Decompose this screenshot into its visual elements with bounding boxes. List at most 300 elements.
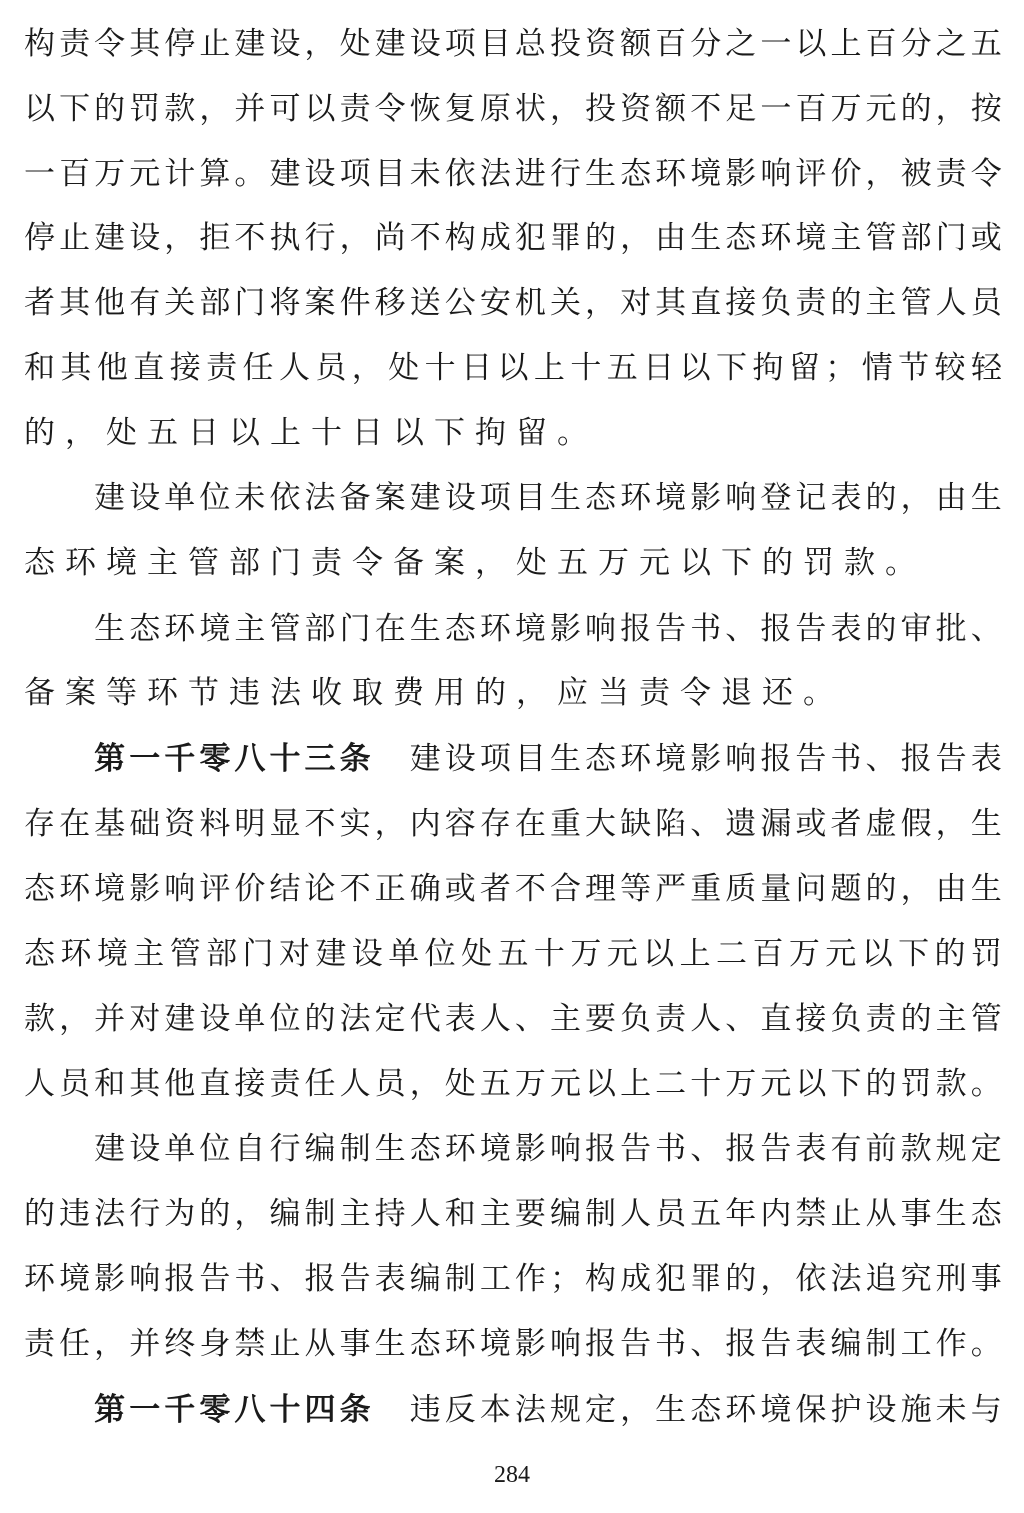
text-char: 主	[147, 545, 188, 581]
text-char: 备	[24, 675, 65, 711]
text-char: 合	[549, 871, 581, 907]
text-char: 关	[164, 285, 196, 321]
text-char: 表	[830, 480, 862, 516]
text-char: 日	[643, 350, 675, 386]
text-char: 处	[106, 415, 147, 451]
text-char: 收	[311, 675, 352, 711]
text-char: 报	[164, 1261, 196, 1297]
text-char: 书	[234, 1261, 266, 1297]
text-char: 法	[94, 1196, 126, 1232]
text-char: 者	[24, 285, 55, 321]
text-char: 令	[374, 91, 406, 127]
text-char: 人	[935, 285, 967, 321]
article-number-char: 第	[94, 741, 126, 777]
text-char: 成	[479, 220, 511, 256]
text-line	[24, 407, 1002, 459]
text-char: 反	[444, 1392, 476, 1428]
article-number-char: 条	[339, 741, 371, 777]
text-char: 不	[409, 220, 441, 256]
text-char: 下	[716, 350, 748, 386]
text-char: 进	[514, 156, 546, 192]
article-number-char: 八	[234, 1392, 266, 1428]
text-char: 案	[374, 480, 406, 516]
text-char: 管	[269, 611, 301, 647]
text-char: 责	[795, 285, 827, 321]
text-char: 保	[795, 1392, 827, 1428]
text-char: 以	[24, 91, 55, 127]
text-char: 令	[94, 26, 126, 62]
text-char: 的	[865, 871, 897, 907]
text-char: 负	[620, 1001, 652, 1037]
text-char: 确	[409, 871, 441, 907]
text-char: 表	[795, 1131, 827, 1167]
text-char: 生	[409, 611, 441, 647]
text-char: 责	[311, 545, 352, 581]
text-char: 内	[760, 1196, 792, 1232]
text-char: 报	[725, 1326, 757, 1362]
text-char: 境	[760, 1392, 792, 1428]
text-char: ，	[585, 285, 616, 321]
text-char: 容	[444, 806, 476, 842]
text-char: 设	[865, 1392, 897, 1428]
text-char: 要	[585, 1001, 616, 1037]
text-char: 之	[935, 26, 967, 62]
text-char: 境	[655, 741, 687, 777]
text-char: ，	[475, 545, 516, 581]
text-char: 位	[199, 480, 231, 516]
text-char: 结	[269, 871, 301, 907]
text-char: 大	[585, 806, 616, 842]
text-char: 环	[444, 1326, 476, 1362]
text-char: 代	[409, 1001, 441, 1037]
text-line	[24, 1318, 1002, 1370]
article-number-char: 十	[269, 741, 301, 777]
text-char: 留	[516, 415, 557, 451]
text-char: 人	[620, 1196, 652, 1232]
text-char: 以	[643, 936, 675, 972]
text-char: 五	[557, 545, 598, 581]
text-char: 以	[229, 415, 270, 451]
text-char: 成	[620, 1261, 652, 1297]
text-char: 制	[865, 1326, 897, 1362]
text-char: 依	[269, 480, 301, 516]
text-char: 日	[461, 350, 493, 386]
text-char: 环	[760, 220, 792, 256]
text-char: 主	[479, 1196, 511, 1232]
text-char: 接	[234, 1066, 266, 1102]
text-char: 表	[444, 1001, 476, 1037]
text-char: 响	[585, 611, 616, 647]
text-char: ，	[760, 1261, 792, 1297]
text-char: 态	[129, 611, 161, 647]
text-char: 境	[514, 611, 546, 647]
text-char: 目	[374, 156, 406, 192]
text-char: 以	[680, 545, 721, 581]
text-char: 态	[24, 936, 55, 972]
text-char: 退	[721, 675, 762, 711]
text-char: 案	[65, 675, 106, 711]
text-char: 罚	[803, 545, 844, 581]
text-char: 下	[830, 1066, 862, 1102]
text-char: ，	[339, 220, 371, 256]
text-char: 境	[479, 1131, 511, 1167]
text-char: 量	[760, 871, 792, 907]
text-char: 与	[970, 1392, 1002, 1428]
text-char: 接	[725, 285, 757, 321]
text-char: 建	[234, 26, 266, 62]
text-char: ，	[516, 675, 557, 711]
text-char: 由	[935, 480, 967, 516]
text-char: 法	[304, 480, 336, 516]
text-char: 构	[444, 220, 476, 256]
text-line	[24, 667, 1002, 719]
text-char: 的	[830, 285, 862, 321]
text-char: 目	[514, 480, 546, 516]
text-char: 令	[352, 545, 393, 581]
text-char: 环	[725, 1392, 757, 1428]
text-char: 违	[229, 675, 270, 711]
text-char: 下	[721, 545, 762, 581]
text-char: 响	[725, 480, 757, 516]
text-char: 他	[96, 350, 128, 386]
text-line	[24, 798, 1002, 850]
article-heading-line	[24, 733, 1002, 785]
text-char: 质	[725, 871, 757, 907]
text-char: ，	[65, 415, 106, 451]
text-char: 额	[655, 91, 687, 127]
text-char: 责	[865, 1001, 897, 1037]
text-char: 。	[557, 415, 598, 451]
text-char: 员	[970, 285, 1002, 321]
text-char: 影	[514, 1131, 546, 1167]
text-char: 件	[339, 285, 371, 321]
text-char: 处	[388, 350, 420, 386]
text-char: 万	[830, 91, 862, 127]
text-char: 理	[585, 871, 616, 907]
text-char: 刑	[935, 1261, 967, 1297]
text-char: 元	[865, 91, 897, 127]
text-char: 节	[188, 675, 229, 711]
text-char: 百	[795, 91, 827, 127]
article-number-char: 第	[94, 1392, 126, 1428]
text-char: ，	[374, 806, 406, 842]
text-char: 者	[830, 806, 862, 842]
text-char: 对	[278, 936, 310, 972]
text-char: 批	[935, 611, 967, 647]
text-char: ；	[825, 350, 857, 386]
text-char: 止	[830, 1196, 862, 1232]
text-char: 行	[129, 1196, 161, 1232]
text-char: 未	[935, 1392, 967, 1428]
text-char	[59, 733, 90, 785]
text-char: 资	[620, 91, 652, 127]
text-char: 作	[935, 1326, 967, 1362]
text-char: 建	[164, 1001, 196, 1037]
text-char: 负	[760, 285, 792, 321]
text-char: 额	[620, 26, 652, 62]
text-char: 依	[444, 156, 476, 192]
text-char: 表	[830, 611, 862, 647]
text-char: 制	[339, 1131, 371, 1167]
text-char: 评	[795, 156, 827, 192]
text-char: ，	[234, 1196, 266, 1232]
text-char: 从	[865, 1196, 897, 1232]
text-char: 响	[164, 871, 196, 907]
text-char: 还	[762, 675, 803, 711]
text-char: 报	[585, 1131, 616, 1167]
text-char: 节	[898, 350, 930, 386]
text-char: 按	[970, 91, 1002, 127]
text-char: 态	[620, 156, 652, 192]
text-char: 。	[970, 1326, 1002, 1362]
text-char: 书	[655, 1326, 687, 1362]
text-char: 设	[351, 936, 383, 972]
text-char: 建	[409, 741, 441, 777]
text-line	[24, 863, 1002, 915]
text-char: 生	[374, 1326, 406, 1362]
text-char: 建	[94, 480, 126, 516]
text-char: 门	[339, 611, 371, 647]
text-char: 情	[861, 350, 893, 386]
text-char: 设	[129, 220, 161, 256]
text-char: 境	[59, 1261, 91, 1297]
text-char: 其	[129, 26, 161, 62]
text-char: 以	[393, 415, 434, 451]
text-char: 规	[935, 1131, 967, 1167]
text-char: 当	[598, 675, 639, 711]
text-char: 万	[570, 936, 602, 972]
text-char: 五	[479, 1066, 511, 1102]
text-char: ，	[900, 480, 932, 516]
text-char: 等	[106, 675, 147, 711]
text-char: 设	[129, 1131, 161, 1167]
text-char: 题	[830, 871, 862, 907]
text-char: 责	[206, 350, 238, 386]
text-char: 止	[269, 1326, 301, 1362]
text-char: ，	[59, 1001, 91, 1037]
text-char: 员	[374, 1066, 406, 1102]
text-char: 者	[479, 871, 511, 907]
text-char: 负	[830, 1001, 862, 1037]
text-line	[24, 1123, 1002, 1175]
text-char: 设	[304, 156, 336, 192]
text-char: 响	[725, 741, 757, 777]
text-char: 管	[970, 1001, 1002, 1037]
text-char: 影	[514, 1326, 546, 1362]
text-char: 追	[865, 1261, 897, 1297]
text-char: 五	[497, 936, 529, 972]
text-char: 。	[803, 675, 844, 711]
text-char: 十	[311, 415, 352, 451]
text-char: 境	[690, 156, 722, 192]
text-char: 编	[830, 1326, 862, 1362]
text-char: 人	[339, 1066, 371, 1102]
text-char: 一	[760, 26, 792, 62]
text-char: ，	[620, 220, 652, 256]
text-char: 设	[269, 26, 301, 62]
text-char: 境	[479, 1326, 511, 1362]
text-char: 本	[479, 1392, 511, 1428]
text-char: 万	[94, 156, 126, 192]
text-char: 的	[475, 675, 516, 711]
text-char: 复	[444, 91, 476, 127]
text-char: 主	[549, 1001, 581, 1037]
text-char: 的	[585, 220, 616, 256]
text-char: 报	[760, 611, 792, 647]
text-char: 、	[690, 806, 722, 842]
text-char: 公	[444, 285, 476, 321]
text-char: 责	[935, 156, 967, 192]
text-char: 门	[270, 545, 311, 581]
text-char: 态	[970, 1196, 1002, 1232]
article-number-char: 十	[269, 1392, 301, 1428]
text-char: 等	[620, 871, 652, 907]
text-char: ，	[900, 871, 932, 907]
text-char: 人	[690, 1001, 722, 1037]
text-char: 价	[234, 871, 266, 907]
text-char: 影	[690, 741, 722, 777]
text-char: 资	[164, 806, 196, 842]
text-char: 告	[655, 611, 687, 647]
text-char: 元	[129, 156, 161, 192]
text-char: 假	[900, 806, 932, 842]
text-char: 的	[865, 1066, 897, 1102]
text-line	[24, 472, 1002, 524]
text-char: 态	[24, 871, 55, 907]
text-char: 报	[900, 741, 932, 777]
text-char: 部	[304, 611, 336, 647]
text-char: 评	[199, 871, 231, 907]
text-char: 陷	[655, 806, 687, 842]
text-char: 一	[24, 156, 55, 192]
text-char: 足	[725, 91, 757, 127]
text-char: 告	[760, 1131, 792, 1167]
text-char: 原	[479, 91, 511, 127]
text-char: 的	[199, 1196, 231, 1232]
text-char: 编	[269, 1196, 301, 1232]
article-number-char: 零	[199, 741, 231, 777]
text-char: 人	[24, 1066, 55, 1102]
text-char: 础	[129, 806, 161, 842]
text-char: 建	[315, 936, 347, 972]
text-char: 生	[970, 480, 1002, 516]
text-char: 生	[970, 806, 1002, 842]
text-char: 事	[970, 1261, 1002, 1297]
text-char: 。	[970, 1066, 1002, 1102]
text-char: 项	[479, 741, 511, 777]
text-char: 工	[479, 1261, 511, 1297]
text-char: 年	[725, 1196, 757, 1232]
text-char: 送	[409, 285, 441, 321]
text-char: 分	[900, 26, 932, 62]
text-char: 项	[339, 156, 371, 192]
text-char: 生	[655, 1392, 687, 1428]
text-char: 虚	[865, 806, 897, 842]
text-char: 五	[606, 350, 638, 386]
text-char: 员	[655, 1196, 687, 1232]
text-char: 犯	[655, 1261, 687, 1297]
text-char: 关	[549, 285, 581, 321]
text-char: 恢	[409, 91, 441, 127]
text-char: 未	[409, 156, 441, 192]
text-char: 设	[129, 480, 161, 516]
text-char: 未	[234, 480, 266, 516]
text-char: 、	[725, 611, 757, 647]
text-char: 停	[24, 220, 55, 256]
text-char: ，	[164, 220, 196, 256]
text-char: 缺	[620, 806, 652, 842]
text-char: 日	[188, 415, 229, 451]
text-char: 报	[760, 741, 792, 777]
text-char: 移	[374, 285, 406, 321]
text-line	[24, 537, 1002, 589]
text-char: 拘	[752, 350, 784, 386]
text-char: 存	[24, 806, 55, 842]
text-char: 定	[374, 1001, 406, 1037]
text-char: 境	[655, 480, 687, 516]
text-char: 元	[825, 936, 857, 972]
text-char: 门	[935, 220, 967, 256]
text-char: 处	[516, 545, 557, 581]
text-char: 环	[655, 156, 687, 192]
text-char: 投	[549, 26, 581, 62]
text-char: 款	[844, 545, 885, 581]
text-char: 法	[339, 1001, 371, 1037]
text-char: 告	[199, 1261, 231, 1297]
text-char: 由	[935, 871, 967, 907]
text-char: 审	[900, 611, 932, 647]
text-char: 登	[760, 480, 792, 516]
text-char: 罪	[690, 1261, 722, 1297]
text-char: 环	[479, 611, 511, 647]
text-char: 二	[716, 936, 748, 972]
text-char: 令	[680, 675, 721, 711]
text-char: 影	[549, 611, 581, 647]
text-char: 影	[94, 1261, 126, 1297]
text-char: 任	[59, 1326, 91, 1362]
text-char: 违	[409, 1392, 441, 1428]
text-char: 施	[900, 1392, 932, 1428]
text-char: 编	[304, 1131, 336, 1167]
text-char: 单	[234, 1001, 266, 1037]
text-char: 的	[865, 480, 897, 516]
text-char: 单	[164, 1131, 196, 1167]
text-char: 响	[760, 156, 792, 192]
text-char: 处	[444, 1066, 476, 1102]
text-char: 投	[585, 91, 616, 127]
text-char: 备	[339, 480, 371, 516]
text-char: 遗	[725, 806, 757, 842]
text-char: 并	[234, 91, 266, 127]
text-char: 、	[725, 1001, 757, 1037]
text-char: 单	[164, 480, 196, 516]
text-char: 表	[374, 1261, 406, 1297]
text-char	[24, 733, 55, 785]
text-char: 万	[788, 936, 820, 972]
text-char: 表	[970, 741, 1002, 777]
text-char: ，	[351, 350, 383, 386]
text-char: 元	[639, 545, 680, 581]
text-char: 响	[129, 1261, 161, 1297]
text-char: 构	[24, 26, 55, 62]
text-char: 告	[339, 1261, 371, 1297]
text-char: 安	[479, 285, 511, 321]
text-char: 十	[424, 350, 456, 386]
text-char: 。	[234, 156, 266, 192]
text-line	[24, 342, 1002, 394]
text-char: 日	[352, 415, 393, 451]
text-char: 案	[434, 545, 475, 581]
